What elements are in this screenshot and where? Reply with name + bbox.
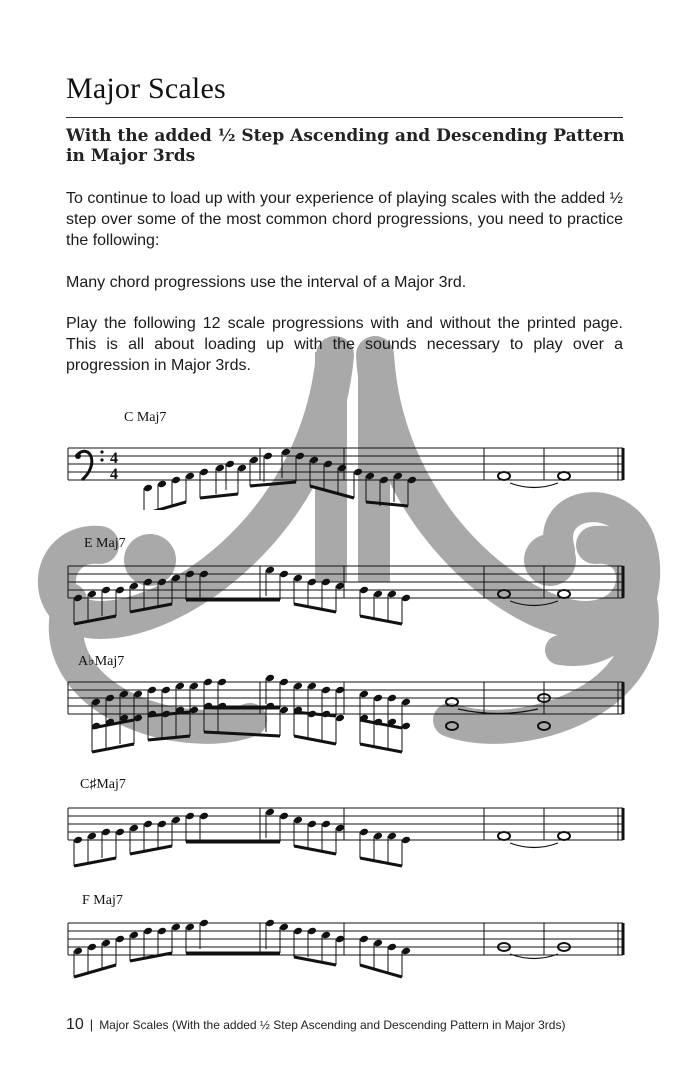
chord-symbol: F Maj7	[82, 893, 123, 908]
footer-running-title: Major Scales (With the added ½ Step Ascending and Descending Pattern in Major 3rds)	[99, 1018, 566, 1032]
page-footer	[66, 1016, 565, 1034]
whole-note	[498, 472, 510, 480]
bass-clef-dot	[75, 453, 81, 459]
intro-paragraph: To continue to load up with your experience of playing scales with the added ½ step over some of the most common chord progressions, you need to practice the following:	[66, 190, 623, 249]
whole-note	[538, 722, 550, 730]
time-signature-bottom: 4	[110, 466, 118, 483]
title-rule	[66, 117, 623, 118]
interval-paragraph: Many chord progressions use the interval of a Major 3rd.	[66, 274, 467, 291]
note-beam	[360, 858, 402, 866]
note-beam	[130, 604, 172, 612]
note-beam	[130, 846, 172, 854]
note-beam	[360, 965, 402, 977]
bass-clef-dot	[100, 450, 103, 453]
whole-note	[446, 722, 458, 730]
whole-note	[498, 832, 510, 840]
chord-symbol: C♯Maj7	[80, 777, 126, 792]
music-system	[60, 430, 630, 510]
note-beam	[310, 486, 354, 498]
bass-clef-dot	[100, 458, 103, 461]
note-beam	[366, 502, 408, 506]
time-signature-top: 4	[110, 450, 118, 467]
note-beam	[294, 604, 336, 612]
music-system	[60, 548, 630, 628]
tie	[510, 843, 558, 848]
whole-note	[558, 472, 570, 480]
tie	[510, 601, 558, 606]
note-beam	[294, 846, 336, 854]
whole-note	[558, 832, 570, 840]
note-beam	[204, 732, 280, 736]
note-beam	[74, 616, 116, 624]
tie	[458, 709, 538, 714]
section-subtitle: With the added ½ Step Ascending and Descending Pattern in Major 3rds	[66, 126, 625, 166]
tie	[510, 483, 558, 488]
whole-note	[558, 590, 570, 598]
note-beam	[144, 502, 186, 510]
practice-paragraph: Play the following 12 scale progressions with and without the printed page. This is all about loading up with the sounds necessary to play over a progression in Major 3rds.	[66, 315, 623, 374]
music-system	[60, 664, 630, 754]
whole-note	[498, 590, 510, 598]
page-number: 10	[66, 1016, 84, 1033]
note-beam	[360, 616, 402, 624]
note-beam	[74, 858, 116, 866]
footer-separator: |	[89, 1017, 94, 1032]
note-beam	[130, 953, 172, 961]
chord-symbol: C Maj7	[124, 410, 167, 425]
note-beam	[250, 482, 296, 486]
note-beam	[74, 965, 116, 977]
note-beam	[92, 744, 134, 752]
note-beam	[148, 736, 190, 740]
note-beam	[200, 494, 238, 498]
chord-symbol: E Maj7	[84, 536, 126, 551]
page-title: Major Scales	[66, 72, 226, 105]
whole-note	[446, 698, 458, 706]
note-beam	[294, 957, 336, 965]
chord-symbol: A♭Maj7	[78, 654, 125, 669]
music-system	[60, 905, 630, 985]
note-beam	[360, 744, 402, 752]
music-system	[60, 790, 630, 870]
note-beam	[294, 736, 336, 744]
